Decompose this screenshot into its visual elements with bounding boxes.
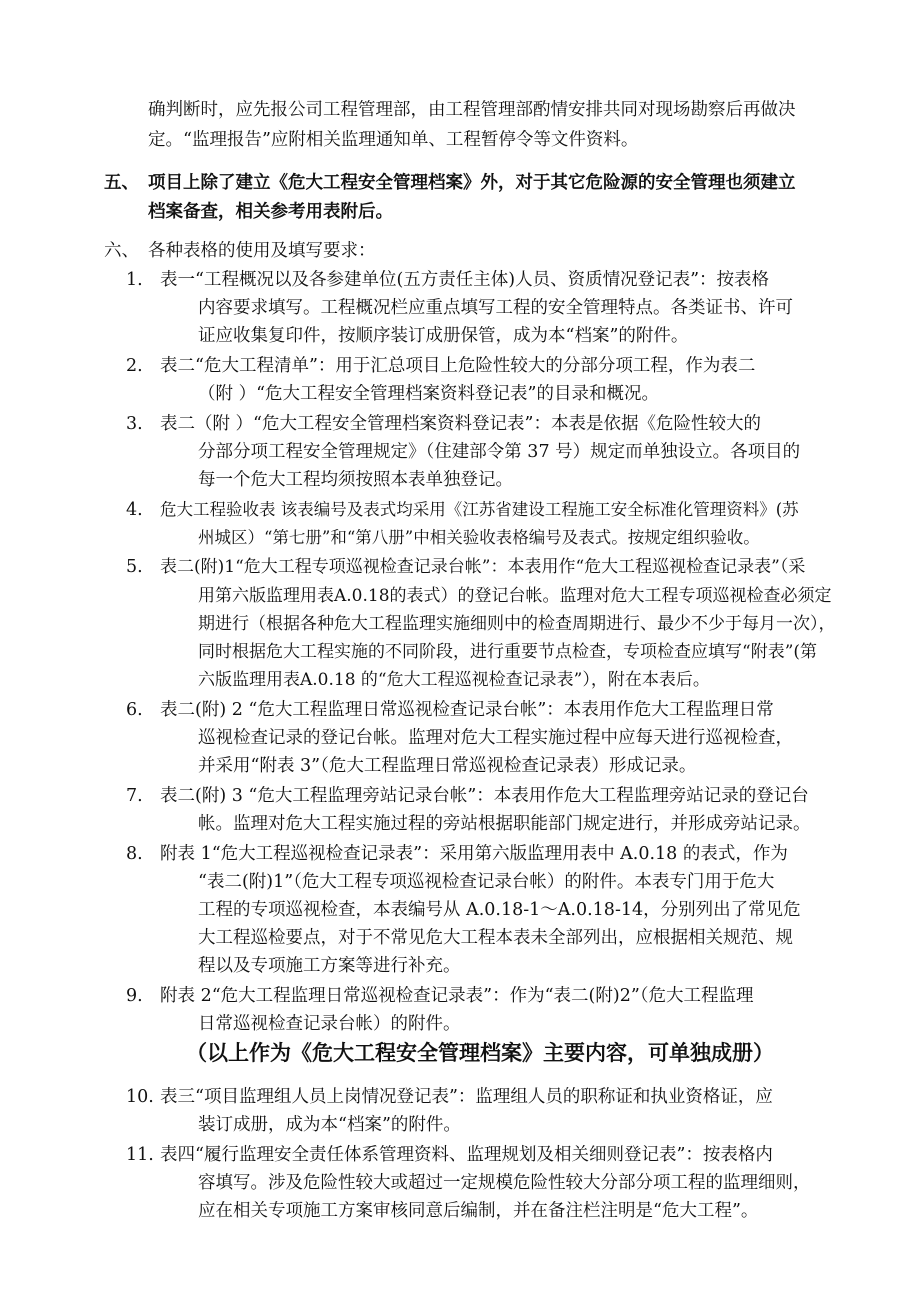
item-line: 表二(附)1“危大工程专项巡视检查记录台帐”：本表用作“危大工程巡视检查记录表”（采 — [160, 557, 806, 577]
item-line: 内容要求填写。工程概况栏应重点填写工程的安全管理特点。各类证书、许可 — [198, 298, 793, 318]
section-title: 各种表格的使用及填写要求： — [148, 241, 376, 261]
item-line: 容填写。涉及危险性较大或超过一定规模危险性较大分部分项工程的监理细则， — [198, 1173, 811, 1193]
item-number: 9. — [126, 986, 143, 1006]
item-number: 3. — [126, 414, 143, 434]
item-line: 巡视检查记录的登记台帐。监理对危大工程实施过程中应每天进行巡视检查， — [198, 728, 793, 748]
item-number: 10. — [126, 1087, 154, 1107]
item-number: 11. — [126, 1145, 154, 1165]
item-line: 表三“项目监理组人员上岗情况登记表”：监理组人员的职称证和执业资格证，应 — [160, 1087, 773, 1107]
item-line: 六版监理用表A.0.18 的“危大工程巡视检查记录表”），附在本表后。 — [198, 670, 710, 690]
item-line: 表二(附) 3 “危大工程监理旁站记录台帐”：本表用作危大工程监理旁站记录的登记台 — [160, 786, 809, 806]
item-line: 日常巡视检查记录台帐）的附件。 — [198, 1014, 461, 1034]
item-line: 分部分项工程安全管理规定》（住建部令第 37 号）规定而单独设立。各项目的 — [198, 442, 801, 462]
item-line: 表二(附) 2 “危大工程监理日常巡视检查记录台帐”：本表用作危大工程监理日常 — [160, 700, 774, 720]
item-line: 工程的专项巡视检查，本表编号从 A.0.18-1～A.0.18-14，分别列出了常见危 — [198, 900, 801, 920]
item-line: 装订成册，成为本“档案”的附件。 — [198, 1115, 461, 1135]
item-line: 程以及专项施工方案等进行补充。 — [198, 956, 461, 976]
item-line: 附表 1“危大工程巡视检查记录表”：采用第六版监理用表中 A.0.18 的表式，作为 — [160, 844, 788, 864]
section-number: 六、 — [104, 241, 139, 261]
item-line: 并采用“附表 3”（危大工程监理日常巡视检查记录表）形成记录。 — [198, 756, 697, 776]
item-line: 同时根据危大工程实施的不同阶段，进行重要节点检查，专项检查应填写“附表”(第 — [198, 642, 818, 662]
item-line: 表四“履行监理安全责任体系管理资料、监理规划及相关细则登记表”：按表格内 — [160, 1145, 773, 1165]
item-line: 表二（附 ）“危大工程安全管理档案资料登记表”：本表是依据《危险性较大的 — [160, 414, 761, 434]
item-number: 5. — [126, 557, 143, 577]
intro-line: 确判断时，应先报公司工程管理部，由工程管理部酌情安排共同对现场勘察后再做决 — [148, 100, 796, 120]
item-number: 6. — [126, 700, 143, 720]
item-number: 8. — [126, 844, 143, 864]
item-line: 用第六版监理用表A.0.18的表式）的登记台帐。监理对危大工程专项巡视检查必须定 — [198, 586, 832, 606]
item-line: 每一个危大工程均须按照本表单独登记。 — [198, 470, 513, 490]
section-line: 项目上除了建立《危大工程安全管理档案》外，对于其它危险源的安全管理也须建立 — [148, 173, 796, 193]
item-line: 危大工程验收表 该表编号及表式均采用《江苏省建设工程施工安全标准化管理资料》(苏 — [160, 500, 799, 519]
item-line: “表二(附)1”（危大工程专项巡视检查记录台帐）的附件。本表专门用于危大 — [198, 872, 775, 892]
item-line: 附表 2“危大工程监理日常巡视检查记录表”：作为“表二(附)2”（危大工程监理 — [160, 986, 754, 1006]
item-number: 2. — [126, 356, 143, 376]
item-line: 表一“工程概况以及各参建单位(五方责任主体)人员、资质情况登记表”：按表格 — [160, 270, 770, 290]
item-line: （附 ）“危大工程安全管理档案资料登记表”的目录和概况。 — [198, 384, 659, 404]
item-number: 4. — [126, 500, 143, 520]
section-summary-note: （以上作为《危大工程安全管理档案》主要内容，可单独成册） — [186, 1040, 774, 1065]
item-number: 1. — [126, 270, 143, 290]
section-number: 五、 — [104, 173, 139, 193]
item-line: 州城区）“第七册”和“第八册”中相关验收表格编号及表式。按规定组织验收。 — [198, 528, 760, 547]
section-line: 档案备查，相关参考用表附后。 — [148, 202, 393, 222]
item-line: 表二“危大工程清单”：用于汇总项目上危险性较大的分部分项工程，作为表二 — [160, 356, 756, 376]
item-line: 证应收集复印件，按顺序装订成册保管，成为本“档案”的附件。 — [198, 326, 689, 346]
item-line: 帐。监理对危大工程实施过程的旁站根据职能部门规定进行，并形成旁站记录。 — [198, 814, 811, 834]
item-line: 期进行（根据各种危大工程监理实施细则中的检查周期进行、最少不少于每月一次）， — [198, 614, 836, 634]
intro-line: 定。“监理报告”应附相关监理通知单、工程暂停令等文件资料。 — [148, 130, 639, 150]
item-line: 应在相关专项施工方案审核同意后编制，并在备注栏注明是“危大工程”。 — [198, 1201, 759, 1221]
item-number: 7. — [126, 786, 143, 806]
item-line: 大工程巡检要点，对于不常见危大工程本表未全部列出，应根据相关规范、规 — [198, 928, 793, 948]
